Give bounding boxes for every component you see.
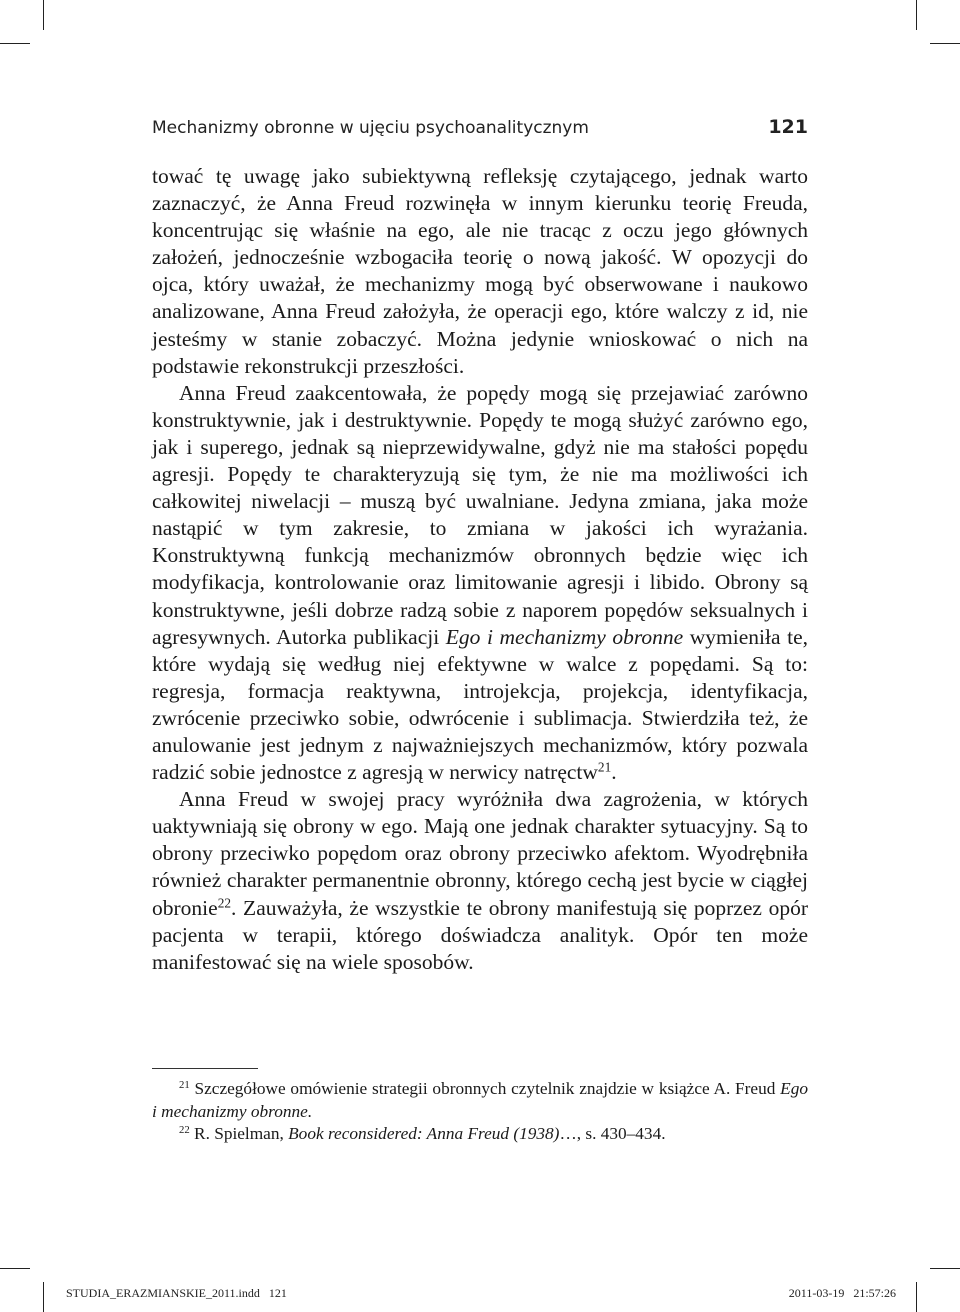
footnote-separator xyxy=(152,1068,258,1069)
paragraph-text: tować tę uwagę jako subiektywną refleksję czytającego, jednak warto zaznaczyć, że Anna Freud rozwinęła w innym kierunku teorię Freuda, koncentrując się właśnie na ego, ale nie tracąc z oczu jego głównych założeń, jednocześnie wzbogaciła teorię o nową jakość. W opozycji do ojca, który uważał, że mechanizmy mogą być obserwowane i naukowo analizowane, Anna Freud założyła, że operacji ego, które walczy z id, nie jesteśmy w stanie zobaczyć. Można jedynie wnioskować o nich na podstawie rekonstrukcji przeszłości. xyxy=(152,164,808,378)
paragraph-text: wymieniła te, które wydają się według niej efektywne w walce z popędami. Są to: regresja, formacja reaktywna, introjekcja, projekcja, identyfikacja, zwrócenie przeciwko sobie, odwrócenie i sublimacja. Stwierdziła też, że anulowanie jest jednym z najważniejszych mechanizmów, który pozwala radzić sobie jednostce z agresją w nerwicy natręctw xyxy=(152,624,808,785)
paragraph xyxy=(152,786,808,976)
crop-mark xyxy=(0,43,30,44)
paragraph-text: . Zauważyła, że wszystkie te obrony manifestują się poprzez opór pacjenta w terapii, którego doświadcza analityk. Opór ten może manifestować się na wiele sposobów. xyxy=(152,895,808,974)
footnote-reference[interactable]: 21 xyxy=(597,759,612,775)
footnote-number: 21 xyxy=(179,1079,190,1092)
book-title: Ego i mechanizmy obronne. xyxy=(152,1079,808,1121)
page-number: 121 xyxy=(768,116,808,138)
crop-mark xyxy=(916,1282,917,1312)
paragraph-text: Anna Freud w swojej pracy wyróżniła dwa zagrożenia, w których uaktywniają się obrony w ego. Mają one jednak charakter sytuacyjny. Są to obrony przeciwko popędom oraz obrony przeciwko afektom. Wyodrębniła również charakter permanentnie obronny, którego cechą jest bycie w ciągłej obronie xyxy=(152,787,808,920)
body-text xyxy=(152,163,808,976)
crop-mark xyxy=(916,0,917,30)
footnotes xyxy=(152,1078,808,1146)
crop-mark xyxy=(43,0,44,30)
footnote-text: …, s. 430–434. xyxy=(559,1124,666,1143)
running-title: Mechanizmy obronne w ujęciu psychoanalitycznym xyxy=(152,118,589,138)
footnote-reference[interactable]: 22 xyxy=(217,895,232,911)
footnote-21 xyxy=(152,1078,808,1123)
footnote-text: R. Spielman, xyxy=(189,1124,289,1143)
paragraph xyxy=(152,380,808,786)
slug-timestamp: 2011-03-19 21:57:26 xyxy=(788,1286,896,1300)
crop-mark xyxy=(0,1268,30,1269)
crop-mark xyxy=(930,43,960,44)
page-header xyxy=(152,114,808,144)
crop-mark xyxy=(930,1268,960,1269)
book-title: Ego i mechanizmy obronne xyxy=(445,624,684,649)
book-title: Book reconsidered: Anna Freud (1938) xyxy=(288,1124,560,1143)
footnote-number: 22 xyxy=(179,1124,190,1137)
footnote-text: Szczegółowe omówienie strategii obronnych czytelnik znajdzie w książce A. Freud xyxy=(189,1079,781,1098)
paragraph xyxy=(152,163,808,380)
slug-filename: STUDIA_ERAZMIANSKIE_2011.indd 121 xyxy=(66,1286,287,1300)
crop-mark xyxy=(43,1282,44,1312)
paragraph-text: Anna Freud zaakcentowała, że popędy mogą się przejawiać zarówno konstruktywnie, jak i destruktywnie. Popędy te mogą służyć zarówno ego, jak i superego, jednak są nieprzewidywalne, gdyż nie ma stałości popędu agresji. Popędy te charakteryzują się tym, że nie ma możliwości ich całkowitej niwelacji – muszą być uwalniane. Jedyna zmiana, jaka może nastąpić w tym zakresie, to zmiana w jakości ich wyrażania. Konstruktywną funkcją mechanizmów obronnych będzie więc ich modyfikacja, kontrolowanie oraz limitowanie agresji i libido. Obrony są konstruktywne, jeśli dobrze radzą sobie z naporem popędów seksualnych i agresywnych. Autorka publikacji xyxy=(152,380,808,649)
footnote-22 xyxy=(152,1123,808,1146)
paragraph-text: . xyxy=(611,760,617,785)
